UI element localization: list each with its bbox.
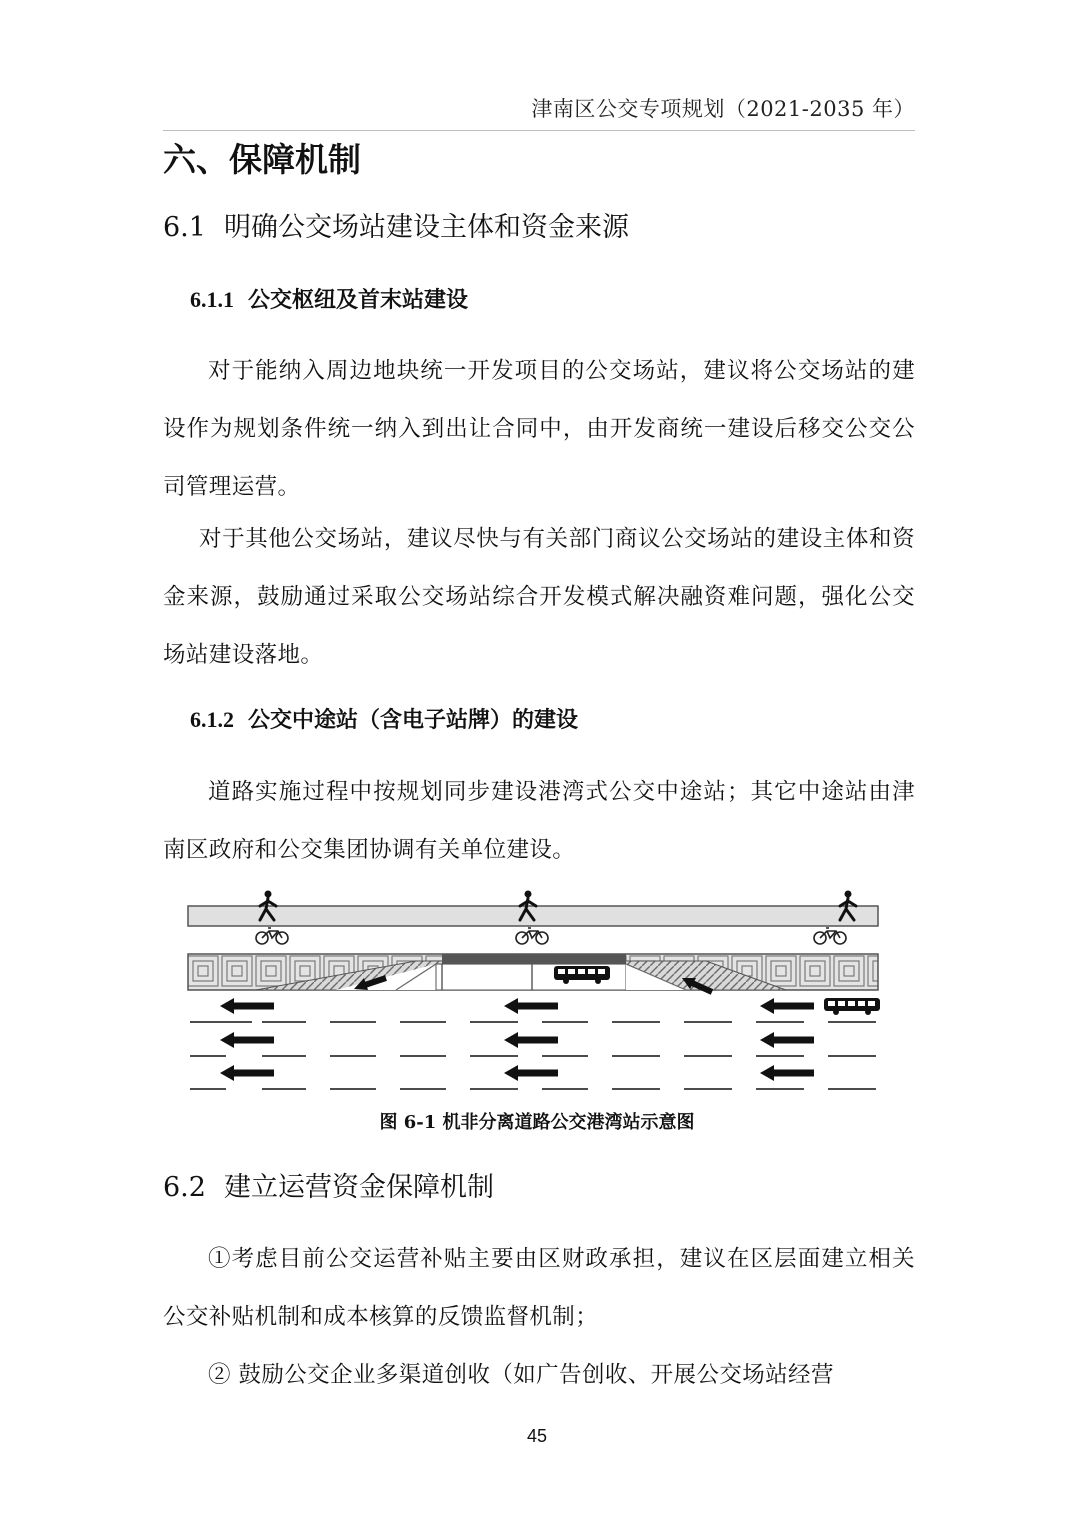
bicycle-icon [516, 928, 548, 944]
arrow-left-icon [504, 1065, 558, 1081]
sidewalk [188, 906, 878, 926]
paragraph: ①考虑目前公交运营补贴主要由区财政承担，建议在区层面建立相关公交补贴机制和成本核算的反馈监督机制； [163, 1246, 915, 1330]
section-title: 明确公交场站建设主体和资金来源 [223, 212, 629, 243]
paragraph: ② 鼓励公交企业多渠道创收（如广告创收、开展公交场站经营 [208, 1362, 834, 1388]
subsection-6-1-1-heading [190, 283, 468, 317]
arrow-left-icon [760, 1032, 814, 1048]
bicycle-icon [256, 928, 288, 944]
chapter-title: 六、保障机制 [163, 140, 361, 179]
section-6-2-heading [163, 1168, 494, 1208]
arrow-left-icon [220, 1065, 274, 1081]
paragraph: 对于其他公交场站，建议尽快与有关部门商议公交场站的建设主体和资金来源，鼓励通过采取公交场站综合开发模式解决融资难问题，强化公交场站建设落地。 [163, 526, 915, 668]
page-number: 45 [526, 1426, 548, 1446]
bus-bay-diagram [186, 886, 882, 1100]
section-title: 建立运营资金保障机制 [223, 1172, 494, 1203]
bus-shelter [442, 954, 626, 964]
figure-caption: 图 6-1 机非分离道路公交港湾站示意图 [379, 1112, 695, 1133]
arrow-left-icon [760, 1065, 814, 1081]
bus-icon [824, 998, 880, 1015]
arrow-left-icon [220, 998, 274, 1014]
paragraph: 道路实施过程中按规划同步建设港湾式公交中途站；其它中途站由津南区政府和公交集团协调有关单位建设。 [163, 779, 915, 863]
running-header: 津南区公交专项规划（2021-2035 年） [163, 92, 915, 131]
subsection-title: 公交中途站（含电子站牌）的建设 [248, 707, 579, 732]
section-number: 6.2 [163, 1172, 206, 1203]
subsection-number: 6.1.1 [190, 287, 234, 312]
subsection-number: 6.1.2 [190, 707, 234, 732]
arrow-left-icon [504, 998, 558, 1014]
arrow-left-icon [760, 998, 814, 1014]
arrow-left-icon [220, 1032, 274, 1048]
subsection-6-1-2-heading [190, 703, 578, 737]
bicycle-icon [814, 928, 846, 944]
section-6-1-heading [163, 208, 629, 248]
paragraph: 对于能纳入周边地块统一开发项目的公交场站，建议将公交场站的建设作为规划条件统一纳入到出让合同中，由开发商统一建设后移交公交公司管理运营。 [163, 358, 915, 500]
arrow-left-icon [504, 1032, 558, 1048]
subsection-title: 公交枢纽及首末站建设 [248, 287, 469, 312]
section-number: 6.1 [163, 212, 206, 243]
